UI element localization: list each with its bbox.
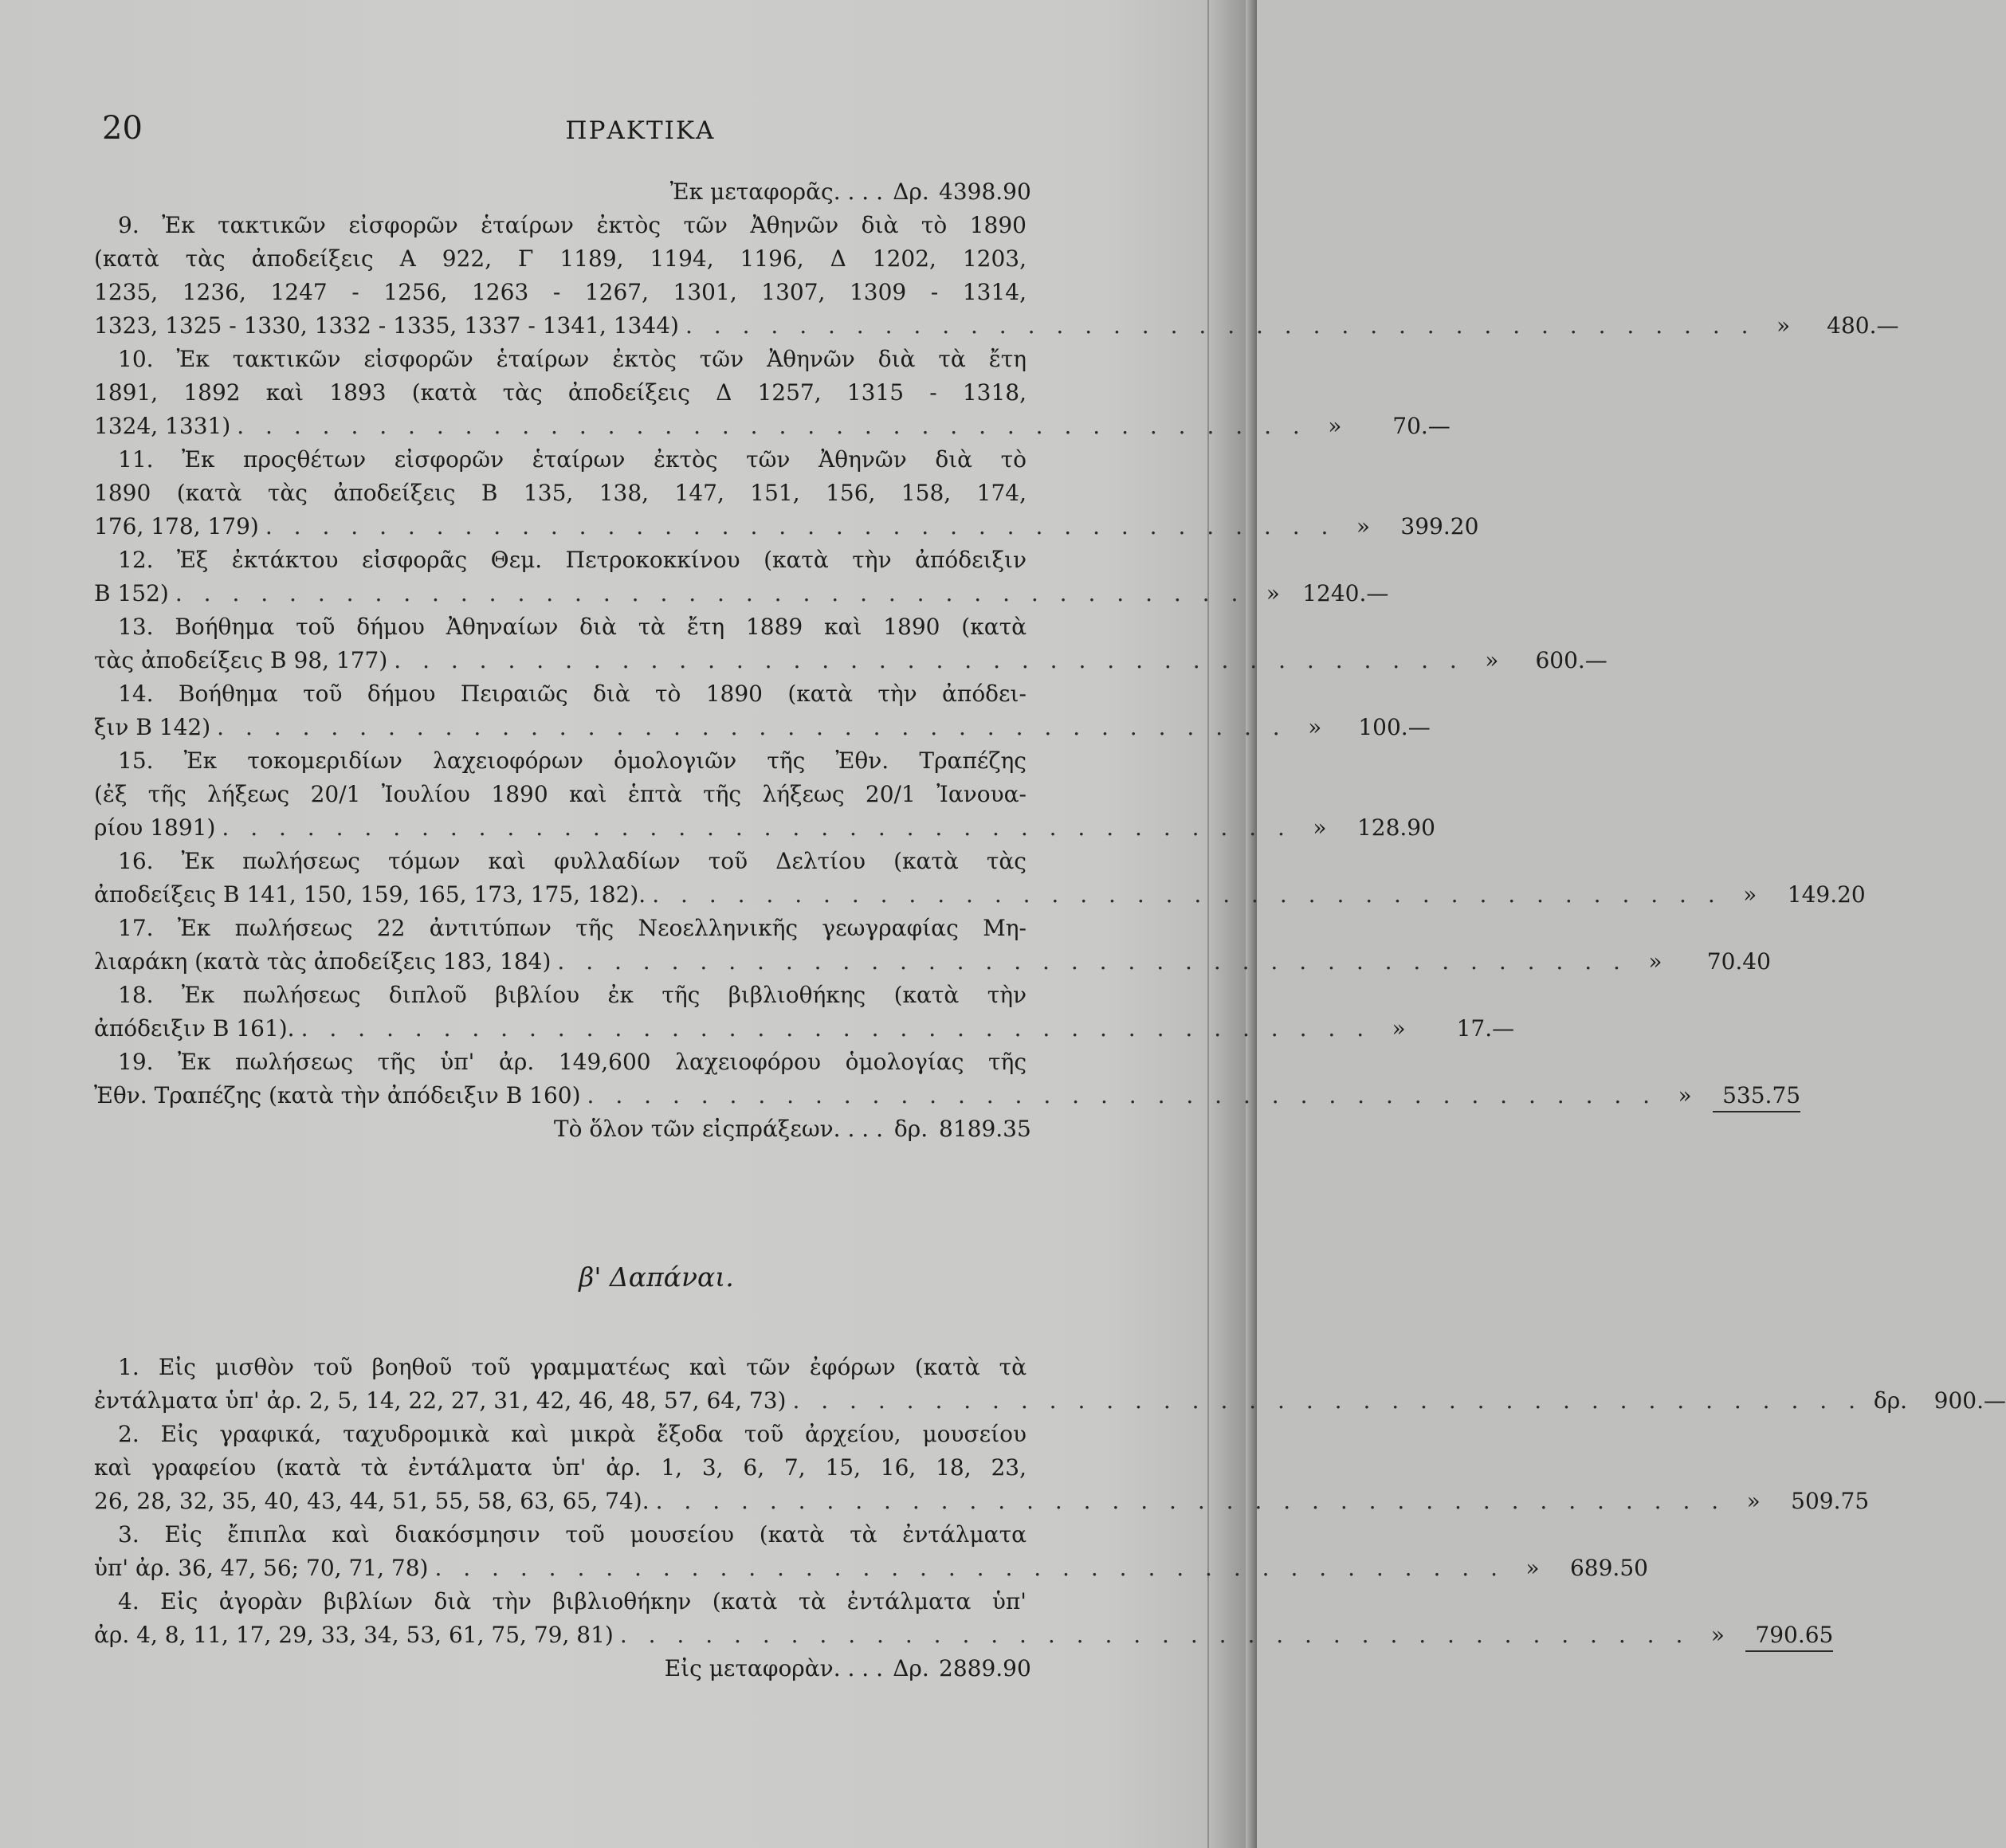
income-entry-unit: » [1356, 513, 1370, 539]
income-entry-text: ἀποδείξεις Β 141, 150, 159, 165, 173, 175, 182). [94, 881, 646, 908]
income-entry-amount: 1240.— [1302, 580, 1389, 606]
expense-entry-line: 1. Εἰς μισθὸν τοῦ βοηθοῦ τοῦ γραμματέως καὶ τῶν ἐφόρων (κατὰ τὰ [118, 1354, 1027, 1380]
income-entry-amount: 480.— [1827, 312, 1899, 339]
expense-entry-unit: » [1710, 1622, 1725, 1648]
income-entry-unit: » [1313, 814, 1327, 841]
income-entry-line: 13. Βοήθημα τοῦ δήμου Ἀθηναίων διὰ τὰ ἔτη 1889 καὶ 1890 (κατὰ [118, 614, 1027, 640]
expense-entry-last-line [94, 1485, 1870, 1518]
expense-entry-line: 3. Εἰς ἔπιπλα καὶ διακόσμησιν τοῦ μουσείου (κατὰ τὰ ἐντάλματα [118, 1521, 1027, 1548]
income-entry-amount: 70.40 [1706, 948, 1771, 975]
income-entry-unit: » [1328, 413, 1342, 439]
dot-leader: . . . . . . . . . . . . . . . . . . . . . . . . . . . . . . . . . . . . . . [217, 714, 1287, 740]
dot-leader: . . . . . . . . . . . . . . . . . . . . . . . . . . . . . . . . . . . . . . [655, 1488, 1726, 1514]
dot-leader: . . . . . . . . . . . . . . . . . . . . . . . . . . . . . . . . . . . . . . [434, 1555, 1505, 1581]
expense-entry-amount: 509.75 [1791, 1488, 1870, 1514]
dot-leader: . . . . . . . . . . . . . . . . . . . . . . . . . . . . . . . . . . . . . . [652, 881, 1722, 908]
expense-entry-text: ὑπ' ἀρ. 36, 47, 56; 70, 71, 78) [94, 1555, 429, 1581]
income-entry-line: 1890 (κατὰ τὰς ἀποδείξεις Β 135, 138, 147, 151, 156, 158, 174, [94, 480, 1027, 506]
income-total-line [94, 1112, 1031, 1146]
income-entry [94, 343, 1451, 443]
income-entry-amount: 70.— [1392, 413, 1451, 439]
income-entry-last-line [94, 811, 1435, 845]
expense-entry-amount: 900.— [1933, 1387, 2006, 1414]
income-entry-unit: » [1308, 714, 1322, 740]
income-entry-line: 14. Βοήθημα τοῦ δήμου Πειραιῶς διὰ τὸ 1890 (κατὰ τὴν ἀπόδει- [118, 681, 1027, 707]
expense-entry [94, 1351, 2006, 1418]
expense-entry-text: ἀρ. 4, 8, 11, 17, 29, 33, 34, 53, 61, 75, 79, 81) [94, 1622, 614, 1648]
dot-leader: . . . . . . . . . . . . . . . . . . . . . . . . . . . . . . . . . . . . . . [265, 513, 1336, 539]
income-entry-amount: 600.— [1535, 647, 1608, 673]
income-entry [94, 209, 1899, 343]
income-entry-last-line [94, 878, 1866, 912]
income-entry-amount: 399.20 [1400, 513, 1479, 539]
income-entry [94, 543, 1389, 610]
income-entry [94, 979, 1515, 1046]
expense-entry [94, 1585, 1834, 1652]
income-entry-unit: » [1678, 1082, 1692, 1108]
income-entry-line: 11. Ἐκ προςθέτων εἰσφορῶν ἑταίρων ἐκτὸς τῶν Ἀθηνῶν διὰ τὸ [118, 446, 1027, 473]
income-entry-last-line [94, 1079, 1801, 1112]
dot-leader: . . . . . . . . . . . . . . . . . . . . . . . . . . . . . . . . . . . . . . [394, 647, 1464, 673]
income-entry-last-line [94, 309, 1899, 343]
income-entry-line: 18. Ἐκ πωλήσεως διπλοῦ βιβλίου ἐκ τῆς βιβλιοθήκης (κατὰ τὴν [118, 982, 1027, 1008]
carry-forward-in-line [94, 175, 1031, 209]
income-section [94, 175, 1899, 1146]
page-number: 20 [102, 110, 143, 147]
income-entry-amount: 17.— [1456, 1015, 1515, 1042]
income-entry-text: λιαράκη (κατὰ τὰς ἀποδείξεις 183, 184) [94, 948, 552, 975]
expense-entry-amount: 790.65 [1745, 1620, 1833, 1652]
income-entry [94, 677, 1431, 744]
income-entry-amount: 149.20 [1787, 881, 1866, 908]
expense-entry-line: 4. Εἰς ἀγορὰν βιβλίων διὰ τὴν βιβλιοθήκην (κατὰ τὰ ἐντάλματα ὑπ' [118, 1588, 1027, 1615]
income-entry [94, 610, 1608, 677]
income-entry [94, 1046, 1801, 1112]
income-entry-unit: » [1776, 312, 1791, 339]
income-entry [94, 912, 1771, 979]
dot-leader: . . . . . . . . . . . . . . . . . . . . . . . . . . . . . . . . . . . . . . [237, 413, 1307, 439]
income-entry-amount: 128.90 [1356, 814, 1435, 841]
income-entry-line: 10. Ἐκ τακτικῶν εἰσφορῶν ἑταίρων ἐκτὸς τῶν Ἀθηνῶν διὰ τὰ ἔτη [118, 346, 1027, 372]
expense-section [94, 1351, 2006, 1685]
expense-entry-list [94, 1351, 2006, 1652]
income-entry-unit: » [1266, 580, 1280, 606]
income-entry [94, 744, 1435, 845]
income-entry-amount: 100.— [1358, 714, 1431, 740]
carry-forward-out-line [94, 1652, 1031, 1685]
carry-forward-out-amount: 2889.90 [939, 1655, 1031, 1681]
income-entry-last-line [94, 644, 1608, 677]
income-entry-last-line [94, 577, 1389, 610]
dot-leader: . . . . . . . . . . . . . . . . . . . . . . . . . . . . . . . . . . . . . . [792, 1387, 1863, 1414]
income-entry-line: 9. Ἐκ τακτικῶν εἰσφορῶν ἑταίρων ἐκτὸς τῶν Ἀθηνῶν διὰ τὸ 1890 [118, 212, 1027, 238]
expense-entry-unit: » [1746, 1488, 1761, 1514]
income-entry-unit: » [1392, 1015, 1406, 1042]
income-total-unit: δρ. [893, 1116, 928, 1142]
income-total-amount: 8189.35 [939, 1116, 1031, 1142]
expense-entry-amount: 689.50 [1569, 1555, 1648, 1581]
income-entry-last-line [94, 1012, 1515, 1046]
carry-forward-out-label: Εἰς μεταφορὰν. . . . [664, 1655, 883, 1681]
income-entry-text: 1323, 1325 - 1330, 1332 - 1335, 1337 - 1341, 1344) [94, 312, 679, 339]
income-entry-text: ξιν Β 142) [94, 714, 211, 740]
expense-entry-unit: » [1525, 1555, 1540, 1581]
income-entry [94, 443, 1479, 543]
income-entry-text: τὰς ἀποδείξεις Β 98, 177) [94, 647, 388, 673]
income-entry-unit: » [1485, 647, 1499, 673]
carry-forward-in-label: Ἐκ μεταφορᾶς. . . . [669, 179, 883, 205]
expense-entry-last-line [94, 1384, 2006, 1418]
expenses-heading: β' Δαπάναι. [579, 1261, 734, 1293]
income-entry-line: (ἐξ τῆς λήξεως 20/1 Ἰουλίου 1890 καὶ ἑπτὰ τῆς λήξεως 20/1 Ἰανουα- [94, 781, 1027, 807]
income-entry-text: 1324, 1331) [94, 413, 231, 439]
expense-entry-unit: δρ. [1873, 1387, 1908, 1414]
income-entry-unit: » [1743, 881, 1757, 908]
dot-leader: . . . . . . . . . . . . . . . . . . . . . . . . . . . . . . . . . . . . . . [587, 1082, 1658, 1108]
income-entry-line: 1891, 1892 καὶ 1893 (κατὰ τὰς ἀποδείξεις Δ 1257, 1315 - 1318, [94, 379, 1027, 406]
income-entry-last-line [94, 711, 1431, 744]
income-entry [94, 845, 1866, 912]
dot-leader: . . . . . . . . . . . . . . . . . . . . . . . . . . . . . . . . . . . . . . [685, 312, 1756, 339]
expense-entry-text: 26, 28, 32, 35, 40, 43, 44, 51, 55, 58, 63, 65, 74). [94, 1488, 650, 1514]
income-entry-text: 176, 178, 179) [94, 513, 259, 539]
income-entry-line: 12. Ἐξ ἐκτάκτου εἰσφορᾶς Θεμ. Πετροκοκκίνου (κατὰ τὴν ἀπόδειξιν [118, 547, 1027, 573]
carry-forward-in-unit: Δρ. [893, 179, 929, 205]
income-entry-list [94, 209, 1899, 1112]
income-entry-last-line [94, 945, 1771, 979]
expense-entry [94, 1518, 1648, 1585]
income-entry-text: Β 152) [94, 580, 169, 606]
expense-entry-line: καὶ γραφείου (κατὰ τὰ ἐντάλματα ὑπ' ἀρ. 1, 3, 6, 7, 15, 16, 18, 23, [94, 1454, 1027, 1481]
income-entry-last-line [94, 410, 1451, 443]
dot-leader: . . . . . . . . . . . . . . . . . . . . . . . . . . . . . . . . . . . . . . [222, 814, 1292, 841]
carry-forward-out-unit: Δρ. [893, 1655, 929, 1681]
income-entry-last-line [94, 510, 1479, 543]
income-entry-line: 15. Ἐκ τοκομεριδίων λαχειοφόρων ὁμολογιῶν τῆς Ἐθν. Τραπέζης [118, 747, 1027, 774]
income-entry-text: ρίου 1891) [94, 814, 216, 841]
expense-entry-line: 2. Εἰς γραφικά, ταχυδρομικὰ καὶ μικρὰ ἔξοδα τοῦ ἀρχείου, μουσείου [118, 1421, 1027, 1447]
running-title: ΠΡΑΚΤΙΚΑ [565, 116, 716, 145]
expense-entry-last-line [94, 1618, 1834, 1652]
income-entry-amount: 535.75 [1713, 1081, 1800, 1112]
dot-leader: . . . . . . . . . . . . . . . . . . . . . . . . . . . . . . . . . . . . . . [175, 580, 1246, 606]
income-entry-text: Ἐθν. Τραπέζης (κατὰ τὴν ἀπόδειξιν Β 160) [94, 1082, 581, 1108]
income-entry-line: 17. Ἐκ πωλήσεως 22 ἀντιτύπων τῆς Νεοελληνικῆς γεωγραφίας Μη- [118, 915, 1027, 941]
income-entry-unit: » [1648, 948, 1663, 975]
expense-entry [94, 1418, 1870, 1518]
income-entry-line: 16. Ἐκ πωλήσεως τόμων καὶ φυλλαδίων τοῦ Δελτίου (κατὰ τὰς [118, 848, 1027, 874]
income-entry-line: 19. Ἐκ πωλήσεως τῆς ὑπ' ἀρ. 149,600 λαχειοφόρου ὁμολογίας τῆς [118, 1049, 1027, 1075]
income-entry-line: 1235, 1236, 1247 - 1256, 1263 - 1267, 1301, 1307, 1309 - 1314, [94, 279, 1027, 305]
carry-forward-in-amount: 4398.90 [939, 179, 1031, 205]
expense-entry-text: ἐντάλματα ὑπ' ἀρ. 2, 5, 14, 22, 27, 31, 42, 46, 48, 57, 64, 73) [94, 1387, 787, 1414]
expense-entry-last-line [94, 1552, 1648, 1585]
income-entry-line: (κατὰ τὰς ἀποδείξεις Α 922, Γ 1189, 1194, 1196, Δ 1202, 1203, [94, 245, 1027, 272]
income-entry-text: ἀπόδειξιν Β 161). [94, 1015, 295, 1042]
income-total-label: Τὸ ὅλον τῶν εἰςπράξεων. . . . [553, 1116, 883, 1142]
dot-leader: . . . . . . . . . . . . . . . . . . . . . . . . . . . . . . . . . . . . . . [619, 1622, 1690, 1648]
dot-leader: . . . . . . . . . . . . . . . . . . . . . . . . . . . . . . . . . . . . . . [557, 948, 1627, 975]
dot-leader: . . . . . . . . . . . . . . . . . . . . . . . . . . . . . . . . . . . . . . [300, 1015, 1372, 1042]
